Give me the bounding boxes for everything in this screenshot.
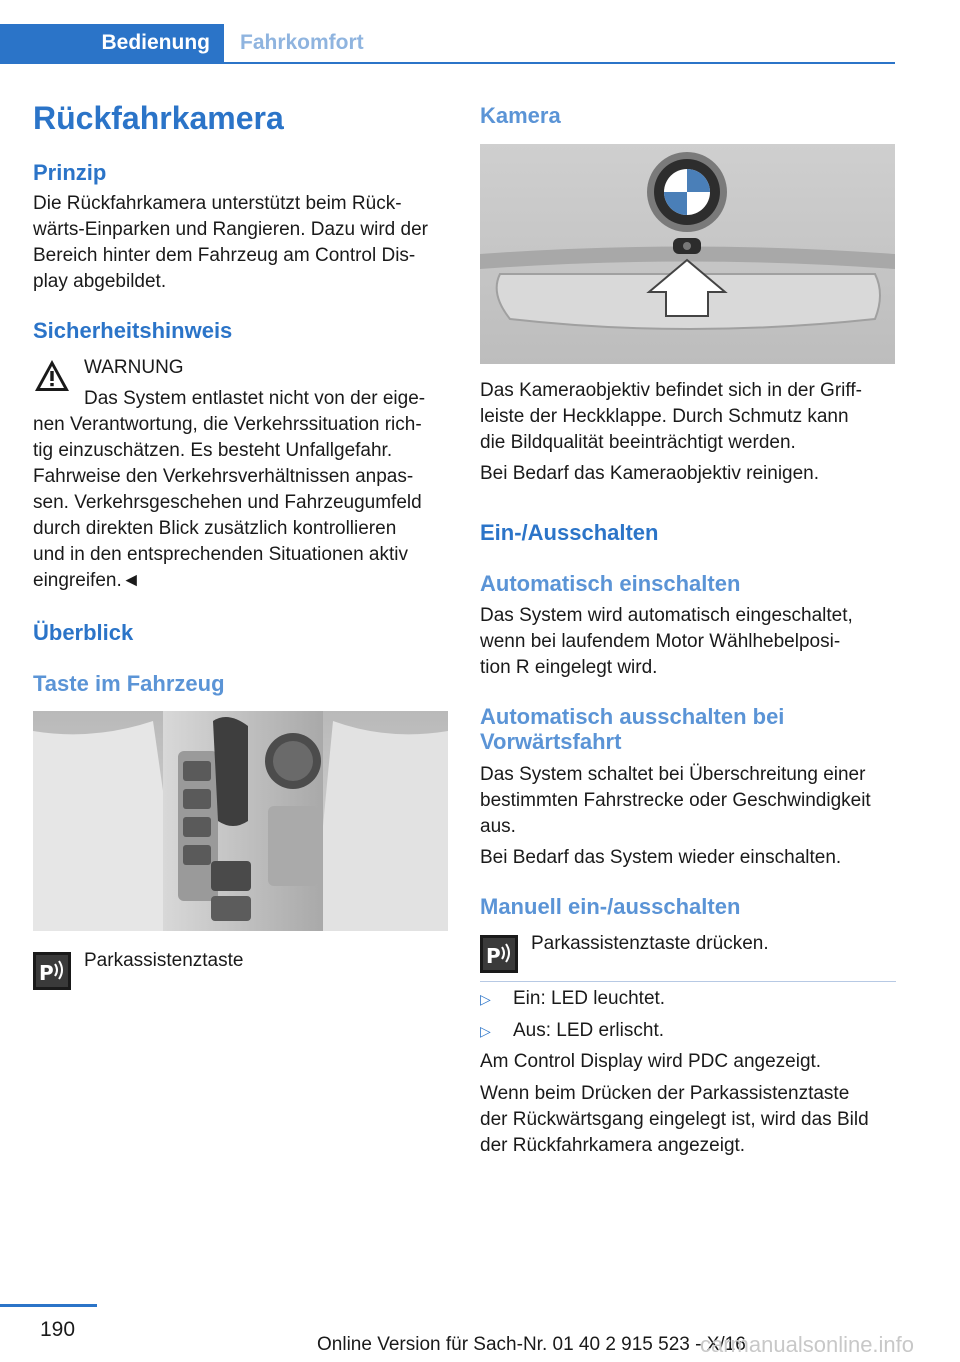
footer-accent-line	[0, 1304, 97, 1307]
manuell-text: Parkassistenztaste drücken.	[531, 933, 769, 954]
text-line: Wenn beim Drücken der Parkassistenztaste	[480, 1083, 850, 1104]
heading-automatisch-ausschalten-line2: Vorwärtsfahrt	[480, 729, 622, 754]
heading-automatisch-einschalten: Automatisch einschalten	[480, 571, 741, 596]
text-line: und in den entsprechenden Situationen aktiv	[33, 544, 408, 565]
text-line: tion R eingelegt wird.	[480, 657, 658, 678]
kamera-clean-text: Bei Bedarf das Kameraobjektiv reinigen.	[480, 463, 820, 484]
text-line: bestimmten Fahrstrecke oder Geschwindigkeit	[480, 790, 871, 811]
heading-taste-im-fahrzeug: Taste im Fahrzeug	[33, 671, 225, 696]
text-line: durch direkten Blick zusätzlich kontrollieren	[33, 518, 397, 539]
page-number: 190	[40, 1318, 76, 1341]
list-item: ▷ Aus: LED erlischt.	[480, 1018, 896, 1044]
parking-assist-icon	[33, 952, 71, 990]
page-title: Rückfahrkamera	[33, 100, 284, 136]
heading-ueberblick: Überblick	[33, 620, 134, 645]
watermark: carmanualsonline.info	[700, 1332, 915, 1357]
section-tabbar	[0, 24, 895, 64]
text-line: sen. Verkehrsgeschehen und Fahrzeugumfeld	[33, 492, 422, 513]
text-line: der Rückfahrkamera angezeigt.	[480, 1135, 746, 1156]
heading-automatisch-ausschalten-line1: Automatisch ausschalten bei	[480, 704, 785, 729]
text-line: Bereich hinter dem Fahrzeug am Control Dis-	[33, 245, 416, 266]
triangle-bullet-icon: ▷	[480, 991, 491, 1007]
text-line: nen Verantwortung, die Verkehrssituation rich-	[33, 414, 422, 435]
list-item: ▷ Ein: LED leuchtet.	[480, 986, 896, 1012]
text-line: Die Rückfahrkamera unterstützt beim Rück-	[33, 193, 402, 214]
text-line: Das System schaltet bei Überschreitung einer	[480, 764, 866, 785]
tab-fahrkomfort[interactable]: Fahrkomfort	[240, 31, 364, 54]
text-line: Das Kameraobjektiv befindet sich in der Griff-	[480, 380, 862, 401]
text-line: eingreifen.◄	[33, 570, 141, 591]
pdc-text: Am Control Display wird PDC angezeigt.	[480, 1051, 822, 1072]
center-console-photo	[33, 711, 448, 931]
heading-kamera: Kamera	[480, 103, 561, 128]
text-line: play abgebildet.	[33, 271, 167, 292]
heading-sicherheitshinweis: Sicherheitshinweis	[33, 318, 233, 343]
auto-aus-wieder-text: Bei Bedarf das System wieder einschalten.	[480, 847, 842, 868]
heading-manuell-ein-ausschalten: Manuell ein-/ausschalten	[480, 894, 741, 919]
svg-text:P: P	[39, 961, 54, 985]
text-line: der Rückwärtsgang eingelegt ist, wird das Bild	[480, 1109, 869, 1130]
warning-label: WARNUNG	[84, 357, 184, 378]
online-version-text: Online Version für Sach-Nr. 01 40 2 915 523 - X/16	[317, 1334, 746, 1355]
text-line: leiste der Heckklappe. Durch Schmutz kann	[480, 406, 849, 427]
parkassist-caption: Parkassistenztaste	[84, 950, 244, 971]
bullet-list-divider	[480, 981, 896, 982]
text-line: Fahrweise den Verkehrsverhältnissen anpas-	[33, 466, 414, 487]
rear-camera-photo	[480, 144, 895, 364]
text-line: wärts-Einparken und Rangieren. Dazu wird der	[33, 219, 428, 240]
warning-triangle-icon	[33, 358, 71, 394]
heading-ein-ausschalten: Ein-/Ausschalten	[480, 520, 659, 545]
text-line: Das System entlastet nicht von der eige-	[84, 388, 426, 409]
triangle-bullet-icon: ▷	[480, 1023, 491, 1039]
text-line: aus.	[480, 816, 516, 837]
text-line: tig einzuschätzen. Es besteht Unfallgefahr.	[33, 440, 393, 461]
svg-text:P: P	[486, 944, 501, 968]
heading-prinzip: Prinzip	[33, 160, 107, 185]
tab-bedienung[interactable]: Bedienung	[0, 24, 224, 62]
text-line: die Bildqualität beeinträchtigt werden.	[480, 432, 796, 453]
parking-assist-icon	[480, 935, 518, 973]
text-line: wenn bei laufendem Motor Wählhebelposi-	[480, 631, 841, 652]
text-line: Das System wird automatisch eingeschaltet,	[480, 605, 853, 626]
